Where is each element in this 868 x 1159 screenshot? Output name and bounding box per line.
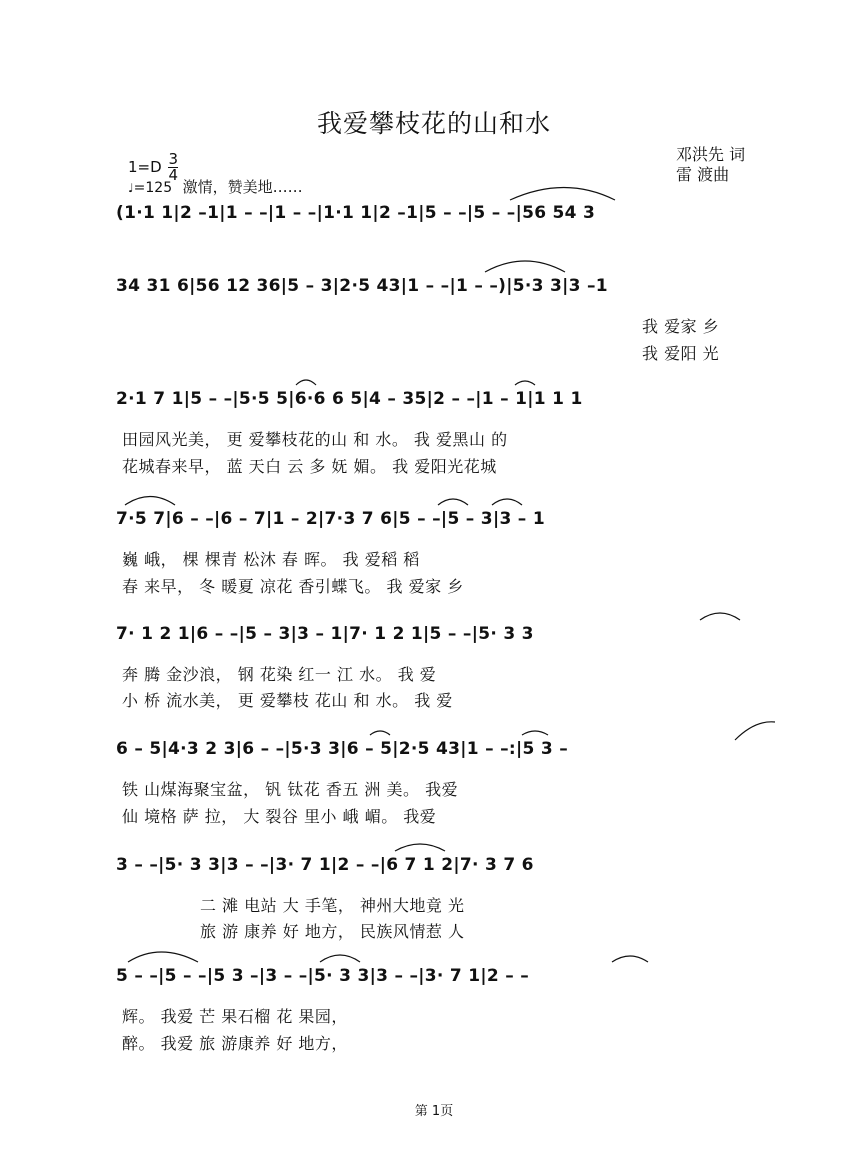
notation-row-6: 6 – 5|4·3 2 3|6 – –|5·3 3|6 – 5|2·5 43|1 – –:|5 3 – [116,739,569,759]
slur-arc [612,956,648,962]
slur-arc [296,380,316,385]
lyric-line: 奔 腾 金沙浪， 钢 花染 红一 江 水。 我 爱 [122,665,437,684]
lyric-line: 小 桥 流水美， 更 爱攀枝 花山 和 水。 我 爱 [122,691,453,710]
lyric-line: 田园风光美， 更 爱攀枝花的山 和 水。 我 爱黑山 的 [122,430,508,449]
slur-arc [515,381,535,385]
lyric-line: 醉。 我爱 旅 游康养 好 地方， [122,1034,348,1053]
slur-arc [320,955,360,962]
slur-arc [125,497,175,506]
notation-row-5: 7· 1 2 1|6 – –|5 – 3|3 – 1|7· 1 2 1|5 – –|5· 3 3 [116,624,534,644]
slur-arc [395,844,445,851]
page-number: 第 1页 [414,1104,454,1119]
composer-credit: 雷 渡曲 [676,165,730,184]
lyric-line: 花城春来早， 蓝 天白 云 多 妩 媚。 我 爱阳光花城 [122,457,497,476]
lyric-line: 铁 山煤海聚宝盆， 钒 钛花 香五 洲 美。 我爱 [122,780,459,799]
song-title: 我爱攀枝花的山和水 [316,109,551,138]
slur-arc [735,722,775,740]
lyric-line: 我 爱家 乡 [642,317,720,336]
slur-arc [128,952,198,962]
notation-row-1: (1·1 1|2 –1|1 – –|1 – –|1·1 1|2 –1|5 – –|5 – –|56 54 3 [116,203,596,223]
slur-arc [485,261,565,272]
quarter-note-icon: ♩ [128,181,134,195]
tempo-value: =125 [133,180,173,196]
slur-arc [438,499,468,505]
expression-mark: 激情，赞美地…… [182,178,303,196]
slur-arc [510,188,615,201]
slur-arc [700,613,740,620]
notation-row-7: 3 – –|5· 3 3|3 – –|3· 7 1|2 – –|6 7 1 2|7· 3 7 6 [116,855,534,875]
slur-arc [522,731,548,735]
slur-arc [370,731,390,735]
time-signature: $\frac{3}{4}$ [168,150,178,184]
slur-arc [492,499,522,505]
lyric-line: 春 来早， 冬 暖夏 凉花 香引蝶飞。 我 爱家 乡 [122,577,464,596]
lyric-line: 巍 峨， 棵 棵青 松沐 春 晖。 我 爱稻 稻 [122,550,420,569]
lyricist-credit: 邓洪先 词 [676,145,746,164]
lyric-line: 辉。 我爱 芒 果石榴 花 果园， [122,1007,348,1026]
key-text: 1=D [128,158,162,176]
lyric-line: 旅 游 康养 好 地方， 民族风情惹 人 [200,922,465,941]
lyric-line: 二 滩 电站 大 手笔， 神州大地竟 光 [200,896,465,915]
lyric-line: 仙 境格 萨 拉， 大 裂谷 里小 峨 嵋。 我爱 [122,807,437,826]
notation-row-3: 2·1 7 1|5 – –|5·5 5|6·6 6 5|4 – 35|2 – –|1 – 1|1 1 1 [116,389,583,409]
lyric-line: 我 爱阳 光 [642,344,720,363]
notation-row-2: 34 31 6|56 12 36|5 – 3|2·5 43|1 – –|1 – –)|5·3 3|3 –1 [116,276,608,296]
notation-row-4: 7·5 7|6 – –|6 – 7|1 – 2|7·3 7 6|5 – –|5 – 3|3 – 1 [116,509,545,529]
notation-row-8: 5 – –|5 – –|5 3 –|3 – –|5· 3 3|3 – –|3· 7 1|2 – – [116,966,530,986]
